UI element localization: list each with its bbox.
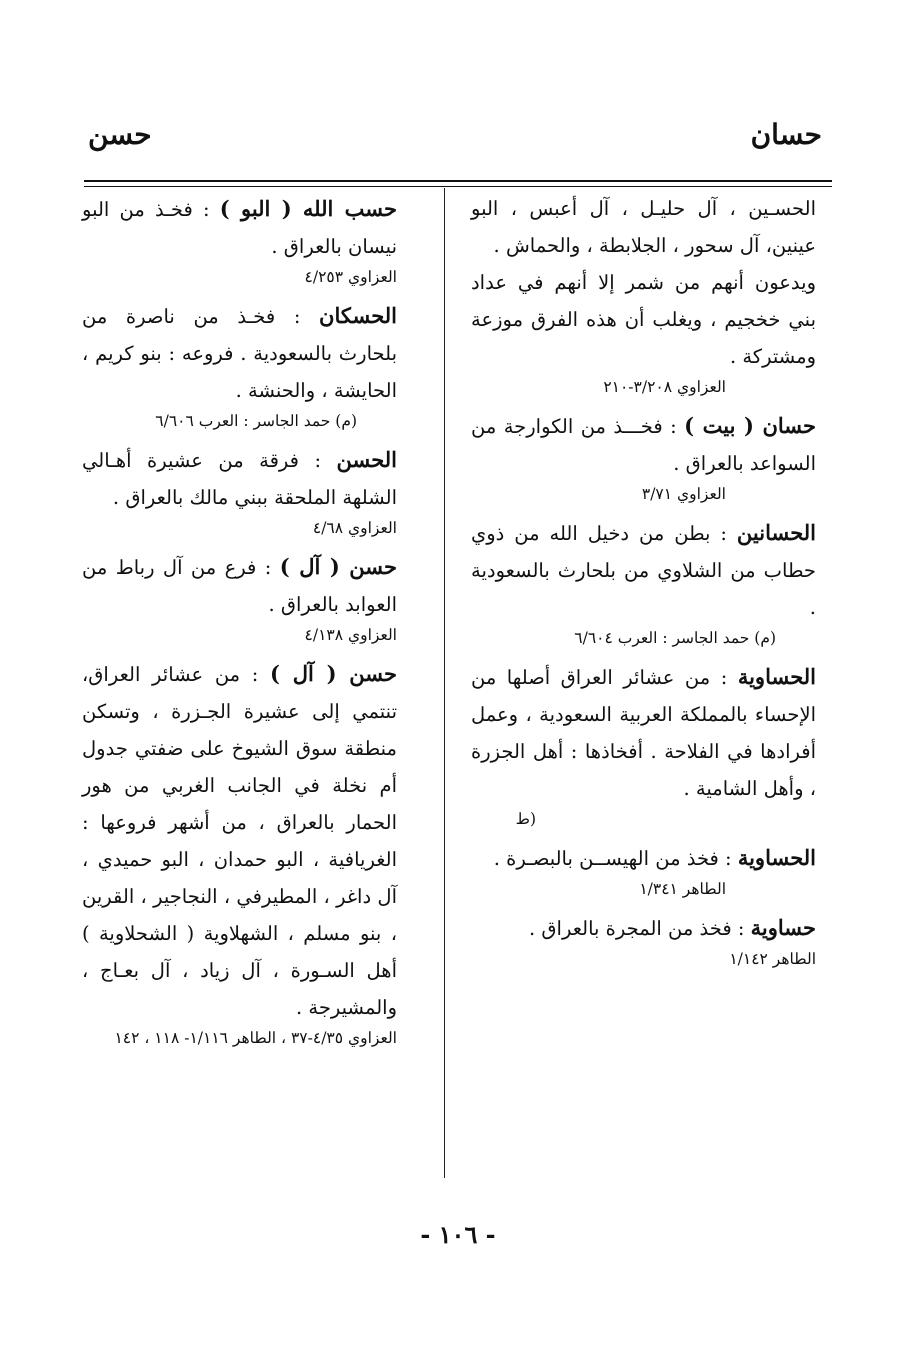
entry-source: (م) حمد الجاسر : العرب ٦/٦٠٤ — [574, 629, 776, 647]
entry-text: : فرع من آل رباط من العوابد بالعراق . — [82, 556, 397, 616]
entry-source: العزاوي ٤/٢٥٣ — [304, 268, 397, 286]
entry-term: الحسانين — [736, 520, 816, 545]
entry-text: : فخذ من المجرة بالعراق . — [529, 917, 751, 940]
entry-text: : فخذ من الهيســن بالبصـرة . — [493, 847, 738, 870]
entry-source: العزاوي ٤/٦٨ — [312, 519, 397, 537]
entry-source: (م) حمد الجاسر : العرب ٦/٦٠٦ — [155, 412, 357, 430]
entry — [471, 658, 816, 833]
entry-continuation — [471, 190, 816, 401]
entry-source: الطاهر ١/١٤٢ — [729, 950, 816, 968]
running-head-right: حسان — [750, 118, 822, 151]
column-divider — [444, 188, 445, 1178]
entry-term: حسن ( آل ) — [270, 661, 397, 686]
entry-term: حسب الله ( البو ) — [219, 196, 397, 221]
entry-source: العزاوي ٣/٢٠٨-٢١٠ — [603, 378, 726, 396]
left-column — [82, 190, 397, 1058]
entry-source: العزاوي ٤/١٣٨ — [304, 626, 397, 644]
entry-term: الحسكان — [319, 303, 397, 328]
entry-text: ويدعون أنهم من شمر إلا أنهم في عداد بني خخجيم ، ويغلب أن هذه الفرق موزعة ومشتركة . — [471, 271, 816, 368]
entry-term: الحسن — [336, 447, 397, 472]
entry — [471, 407, 816, 508]
entry-source: العزاوي ٣/٧١ — [641, 485, 726, 503]
right-column — [471, 190, 816, 979]
entry-term: حسن ( آل ) — [279, 554, 397, 579]
entry — [82, 190, 397, 291]
entry-text: : بطن من دخيل الله من ذوي حطاب من الشلاوي من بلحارث بالسعودية . — [471, 522, 816, 619]
header-rule — [84, 180, 832, 182]
entry — [471, 839, 816, 903]
entry-term: الحساوية — [737, 664, 816, 689]
entry-source: (ط — [515, 810, 536, 828]
entry-source: العزاوي ٤/٣٥-٣٧ ، الطاهر ١/١١٦- ١١٨ ، ١٤٢ — [114, 1029, 397, 1047]
entry-text: : فرقة من عشيرة أهـالي الشلهة الملحقة ببني مالك بالعراق . — [82, 449, 397, 509]
entry — [82, 297, 397, 435]
entry-term: حسان ( بيت ) — [684, 413, 816, 438]
entry-text: : فخـذ من البو نيسان بالعراق . — [82, 198, 397, 258]
entry-text: : فخـذ من ناصرة من بلحارث بالسعودية . فروعه : بنو كريم ، الحايشة ، والحنشة . — [82, 305, 397, 402]
page-number: - ١٠٦ - — [420, 1220, 496, 1249]
entry — [471, 909, 816, 973]
entry — [82, 548, 397, 649]
entry-text: : من عشائر العراق، تنتمي إلى عشيرة الجـزرة ، وتسكن منطقة سوق الشيوخ على ضفتي جدول أم نخلة في الجانب الغربي من هور الحمار بالعراق ، من أشهر فروعها : الغريافية ، البو حمدان ، البو حميدي ، آل داغر ، المطيرفي ، النجاجير ، القرين ، بنو مسلم ، الشهلاوية ( الشحلاوية ) أهل السـورة ، آل زياد ، آل بعـاج ، والمشيرجة . — [82, 663, 397, 1019]
entry — [471, 514, 816, 652]
entry-text: : فخـــذ من الكوارجة من السواعد بالعراق . — [471, 415, 816, 475]
entry-term: حساوية — [750, 915, 816, 940]
entry — [82, 441, 397, 542]
running-head-left: حسن — [88, 118, 152, 151]
entry-text: : من عشائر العراق أصلها من الإحساء بالمملكة العربية السعودية ، وعمل أفرادها في الفلاحة . أفخاذها : أهل الجزرة ، وأهل الشامية . — [471, 666, 816, 800]
entry-text: الحسـين ، آل حليـل ، آل أعبس ، البو عينين، آل سحور ، الجلابطة ، والحماش . — [471, 197, 816, 257]
entry — [82, 655, 397, 1052]
entry-source: الطاهر ١/٣٤١ — [639, 880, 726, 898]
header-rule-thin — [84, 186, 832, 187]
entry-term: الحساوية — [737, 845, 816, 870]
